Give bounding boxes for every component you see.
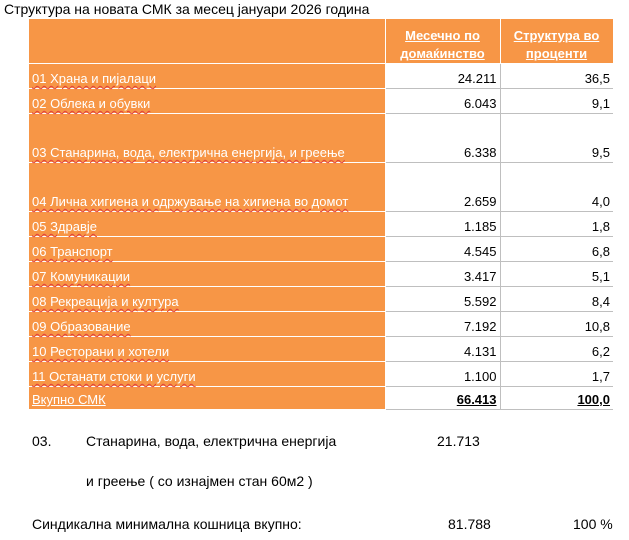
total-monthly: 66.413 <box>385 387 500 410</box>
row-label: 11 Останати стоки и услуги <box>32 369 196 384</box>
table-row <box>29 337 613 362</box>
table-header-row <box>29 19 613 64</box>
row-label: 06 Транспорт <box>32 244 113 259</box>
row-label: 04 Лична хигиена и одржување на хигиена во домот <box>32 194 349 209</box>
row-monthly: 6.043 <box>385 89 500 114</box>
row-monthly: 1.185 <box>385 212 500 237</box>
table-row <box>29 212 613 237</box>
row-percent: 4,0 <box>500 163 613 212</box>
row-monthly: 3.417 <box>385 262 500 287</box>
header-monthly: Месечно по домаќинство <box>385 19 500 64</box>
note-value: 21.713 <box>437 433 480 449</box>
row-percent: 9,5 <box>500 114 613 163</box>
row-label: 09 Образование <box>32 319 131 334</box>
row-label: 02 Облека и обувки <box>32 96 151 111</box>
note-code: 03. <box>32 433 52 449</box>
row-label: 07 Комуникации <box>32 269 131 284</box>
row-percent: 1,8 <box>500 212 613 237</box>
header-empty-cell <box>29 19 385 64</box>
table-row <box>29 312 613 337</box>
table-total-row <box>29 387 613 410</box>
row-label: 05 Здравје <box>32 219 97 234</box>
row-percent: 8,4 <box>500 287 613 312</box>
row-monthly: 7.192 <box>385 312 500 337</box>
table-row <box>29 89 613 114</box>
row-percent: 5,1 <box>500 262 613 287</box>
document-title: Структура на новата СМК за месец јануари 2026 година <box>4 1 370 17</box>
row-percent: 9,1 <box>500 89 613 114</box>
row-label: 01 Храна и пијалаци <box>32 71 157 86</box>
table-row <box>29 163 613 212</box>
table-row <box>29 114 613 163</box>
table-row <box>29 262 613 287</box>
row-label: 10 Ресторани и хотели <box>32 344 170 359</box>
header-percent: Структура во проценти <box>500 19 613 64</box>
row-percent: 6,2 <box>500 337 613 362</box>
row-percent: 6,8 <box>500 237 613 262</box>
summary-value: 81.788 <box>448 516 491 532</box>
smk-structure-table <box>29 19 614 410</box>
row-monthly: 5.592 <box>385 287 500 312</box>
row-monthly: 6.338 <box>385 114 500 163</box>
summary-percent: 100 % <box>573 516 613 532</box>
row-label: 08 Рекреација и култура <box>32 294 179 309</box>
table-row <box>29 362 613 387</box>
note-line1: Станарина, вода, електрична енергија <box>86 433 337 449</box>
row-monthly: 2.659 <box>385 163 500 212</box>
row-monthly: 24.211 <box>385 64 500 89</box>
row-label: 03 Станарина, вода, електрична енергија, и греење <box>32 145 345 160</box>
table-row <box>29 237 613 262</box>
total-label: Вкупно СМК <box>29 387 385 410</box>
table-row <box>29 64 613 89</box>
row-percent: 10,8 <box>500 312 613 337</box>
total-percent: 100,0 <box>500 387 613 410</box>
row-monthly: 1.100 <box>385 362 500 387</box>
row-monthly: 4.545 <box>385 237 500 262</box>
summary-label: Синдикална минимална кошница вкупно: <box>32 516 302 532</box>
row-monthly: 4.131 <box>385 337 500 362</box>
row-percent: 1,7 <box>500 362 613 387</box>
row-percent: 36,5 <box>500 64 613 89</box>
table-row <box>29 287 613 312</box>
note-line2: и греење ( со изнајмен стан 60м2 ) <box>86 473 313 489</box>
